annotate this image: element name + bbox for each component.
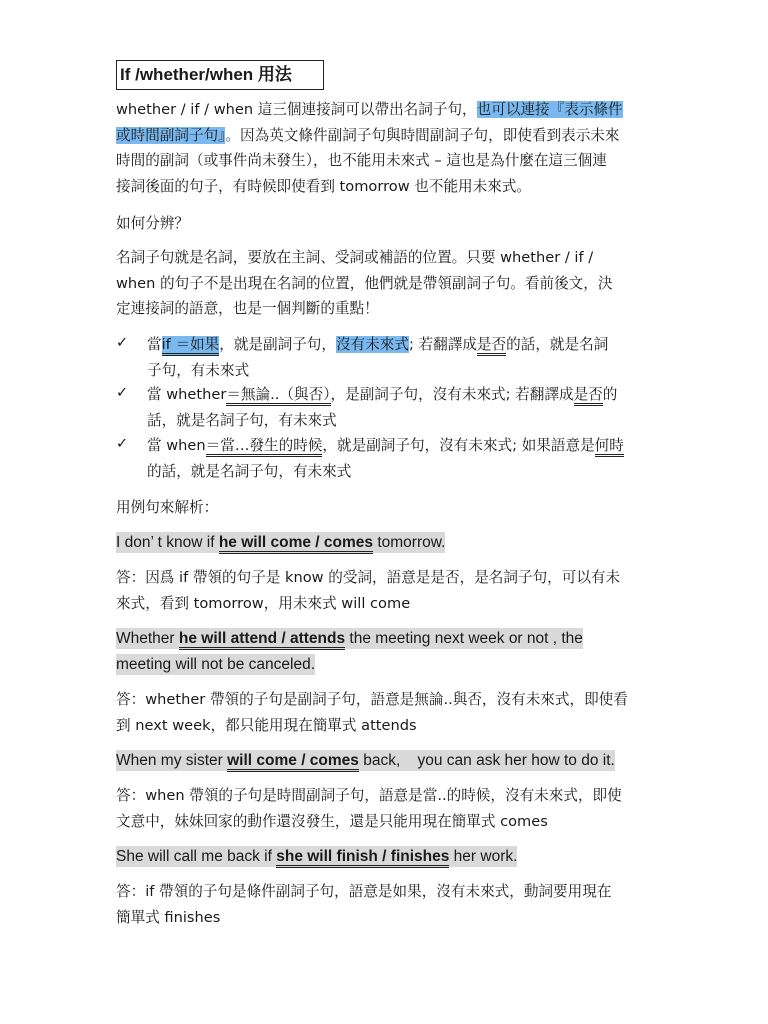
- example-text: tomorrow.: [373, 534, 446, 551]
- question-heading: 如何分辨？: [116, 215, 189, 232]
- bullet-line: [147, 332, 657, 358]
- intro-paragraph: [116, 97, 656, 199]
- explanation-line: 答：if 帶領的子句是條件副詞子句，語意是如果，沒有未來式，動詞要用現在: [116, 883, 612, 900]
- example-text: When my sister: [116, 752, 228, 769]
- page-title: If /whether/when 用法: [116, 60, 324, 90]
- explanation-line: 答：when 帶領的子句是時間副詞子句，語意是當..的時候，沒有未來式，即使: [116, 787, 622, 804]
- bullet-text: ，就是副詞子句，: [219, 336, 336, 353]
- bullet-line-2: 話，就是名詞子句，有未來式: [147, 411, 337, 429]
- underlined-text: 是否: [477, 336, 506, 356]
- example-line: [116, 652, 656, 678]
- underlined-text: ＝當…發生的時候: [206, 437, 323, 457]
- explanation-2: [116, 687, 656, 738]
- answer-text: will come / comes: [227, 752, 359, 772]
- intro-text: whether / if / when 這三個連接詞可以帶出名詞子句，: [116, 101, 477, 118]
- check-icon: ✓: [116, 436, 129, 452]
- example-text: Whether: [116, 630, 179, 647]
- explain-paragraph: [116, 245, 656, 322]
- bullet-text: 的話，就是名詞: [506, 336, 609, 353]
- example-highlight: meeting will not be canceled.: [116, 655, 316, 673]
- bullet-text: 當: [147, 336, 162, 353]
- explanation-1: [116, 565, 656, 616]
- example-line: [116, 626, 656, 652]
- highlight-text: 沒有未來式: [336, 336, 409, 353]
- example-text: her work.: [449, 848, 518, 865]
- bullet-text: 的: [602, 386, 618, 403]
- bullet-line-2: 子句，有未來式: [147, 361, 250, 379]
- underlined-text: 何時: [595, 437, 624, 457]
- example-sentence-3: [116, 748, 656, 774]
- bullet-text: 當 when: [147, 437, 206, 454]
- explanation-line: 到 next week，都只能用現在簡單式 attends: [116, 716, 417, 734]
- example-sentence-2: [116, 626, 656, 677]
- example-text: back, you can ask her how to do it.: [358, 752, 615, 769]
- example-text: She will call me back if: [116, 848, 277, 865]
- bullet-line: [147, 433, 657, 459]
- explanation-line: 答：whether 帶領的子句是副詞子句，語意是無論..與否，沒有未來式，即使看: [116, 691, 628, 708]
- explanation-line: 答：因爲 if 帶領的句子是 know 的受詞，語意是是否，是名詞子句，可以有未: [116, 569, 621, 586]
- bullet-if: [147, 332, 657, 383]
- bullet-when: [147, 433, 657, 484]
- intro-line-2: [116, 123, 656, 149]
- highlight-text: if ＝如果: [162, 336, 220, 356]
- explain-line-1: 名詞子句就是名詞，要放在主詞、受詞或補語的位置。只要 whether / if /: [116, 249, 594, 266]
- answer-text: she will finish / finishes: [276, 848, 449, 868]
- highlight-text: 或時間副詞子句』: [116, 126, 226, 144]
- bullet-line-2: 的話，就是名詞子句，有未來式: [147, 462, 352, 480]
- bullet-text: ，就是副詞子句，沒有未來式; 如果語意是: [322, 437, 595, 454]
- explanation-3: [116, 783, 656, 834]
- explanation-4: [116, 879, 656, 930]
- explanation-line: 來式，看到 tomorrow，用未來式 will come: [116, 594, 411, 612]
- example-highlight: [116, 532, 445, 553]
- example-text: the meeting next week or not , the: [345, 630, 583, 647]
- bullet-text: 當 whether: [147, 386, 227, 403]
- highlight-text: 也可以連接『表示條件: [476, 101, 623, 118]
- bullet-text: ; 若翻譯成: [408, 336, 477, 353]
- explanation-line: 簡單式 finishes: [116, 908, 221, 926]
- example-text: I don’ t know if: [116, 534, 219, 551]
- example-highlight: [116, 628, 583, 649]
- example-highlight: [116, 750, 615, 771]
- answer-text: he will attend / attends: [179, 630, 345, 650]
- answer-text: he will come / comes: [219, 534, 373, 554]
- check-icon: ✓: [116, 385, 129, 401]
- explain-line-2: when 的句子不是出現在名詞的位置，他們就是帶領副詞子句。看前後文，決: [116, 274, 613, 292]
- explain-line-3: 定連接詞的語意，也是一個判斷的重點！: [116, 300, 379, 317]
- bullet-line: [147, 382, 657, 408]
- underlined-text: 是否: [574, 386, 603, 406]
- bullet-whether: [147, 382, 657, 433]
- example-highlight: [116, 846, 517, 867]
- example-sentence-4: [116, 844, 656, 870]
- check-icon: ✓: [116, 335, 129, 351]
- explanation-line: 文意中，妹妹回家的動作還沒發生，還是只能用現在簡單式 comes: [116, 812, 548, 830]
- bullet-text: ，是副詞子句，沒有未來式; 若翻譯成: [330, 386, 574, 403]
- intro-text: 。因為英文條件副詞子句與時間副詞子句，即使看到表示未來: [225, 126, 620, 144]
- underlined-text: ＝無論..（與否）: [226, 386, 330, 406]
- intro-line-3: 時間的副詞（或事件尚未發生），也不能用未來式 – 這也是為什麼在這三個連: [116, 152, 607, 169]
- intro-line-4: 接詞後面的句子，有時候即使看到 tomorrow 也不能用未來式。: [116, 177, 532, 195]
- intro-line-1: [116, 97, 656, 123]
- example-sentence-1: [116, 530, 656, 556]
- examples-intro: 用例句來解析：: [116, 499, 219, 516]
